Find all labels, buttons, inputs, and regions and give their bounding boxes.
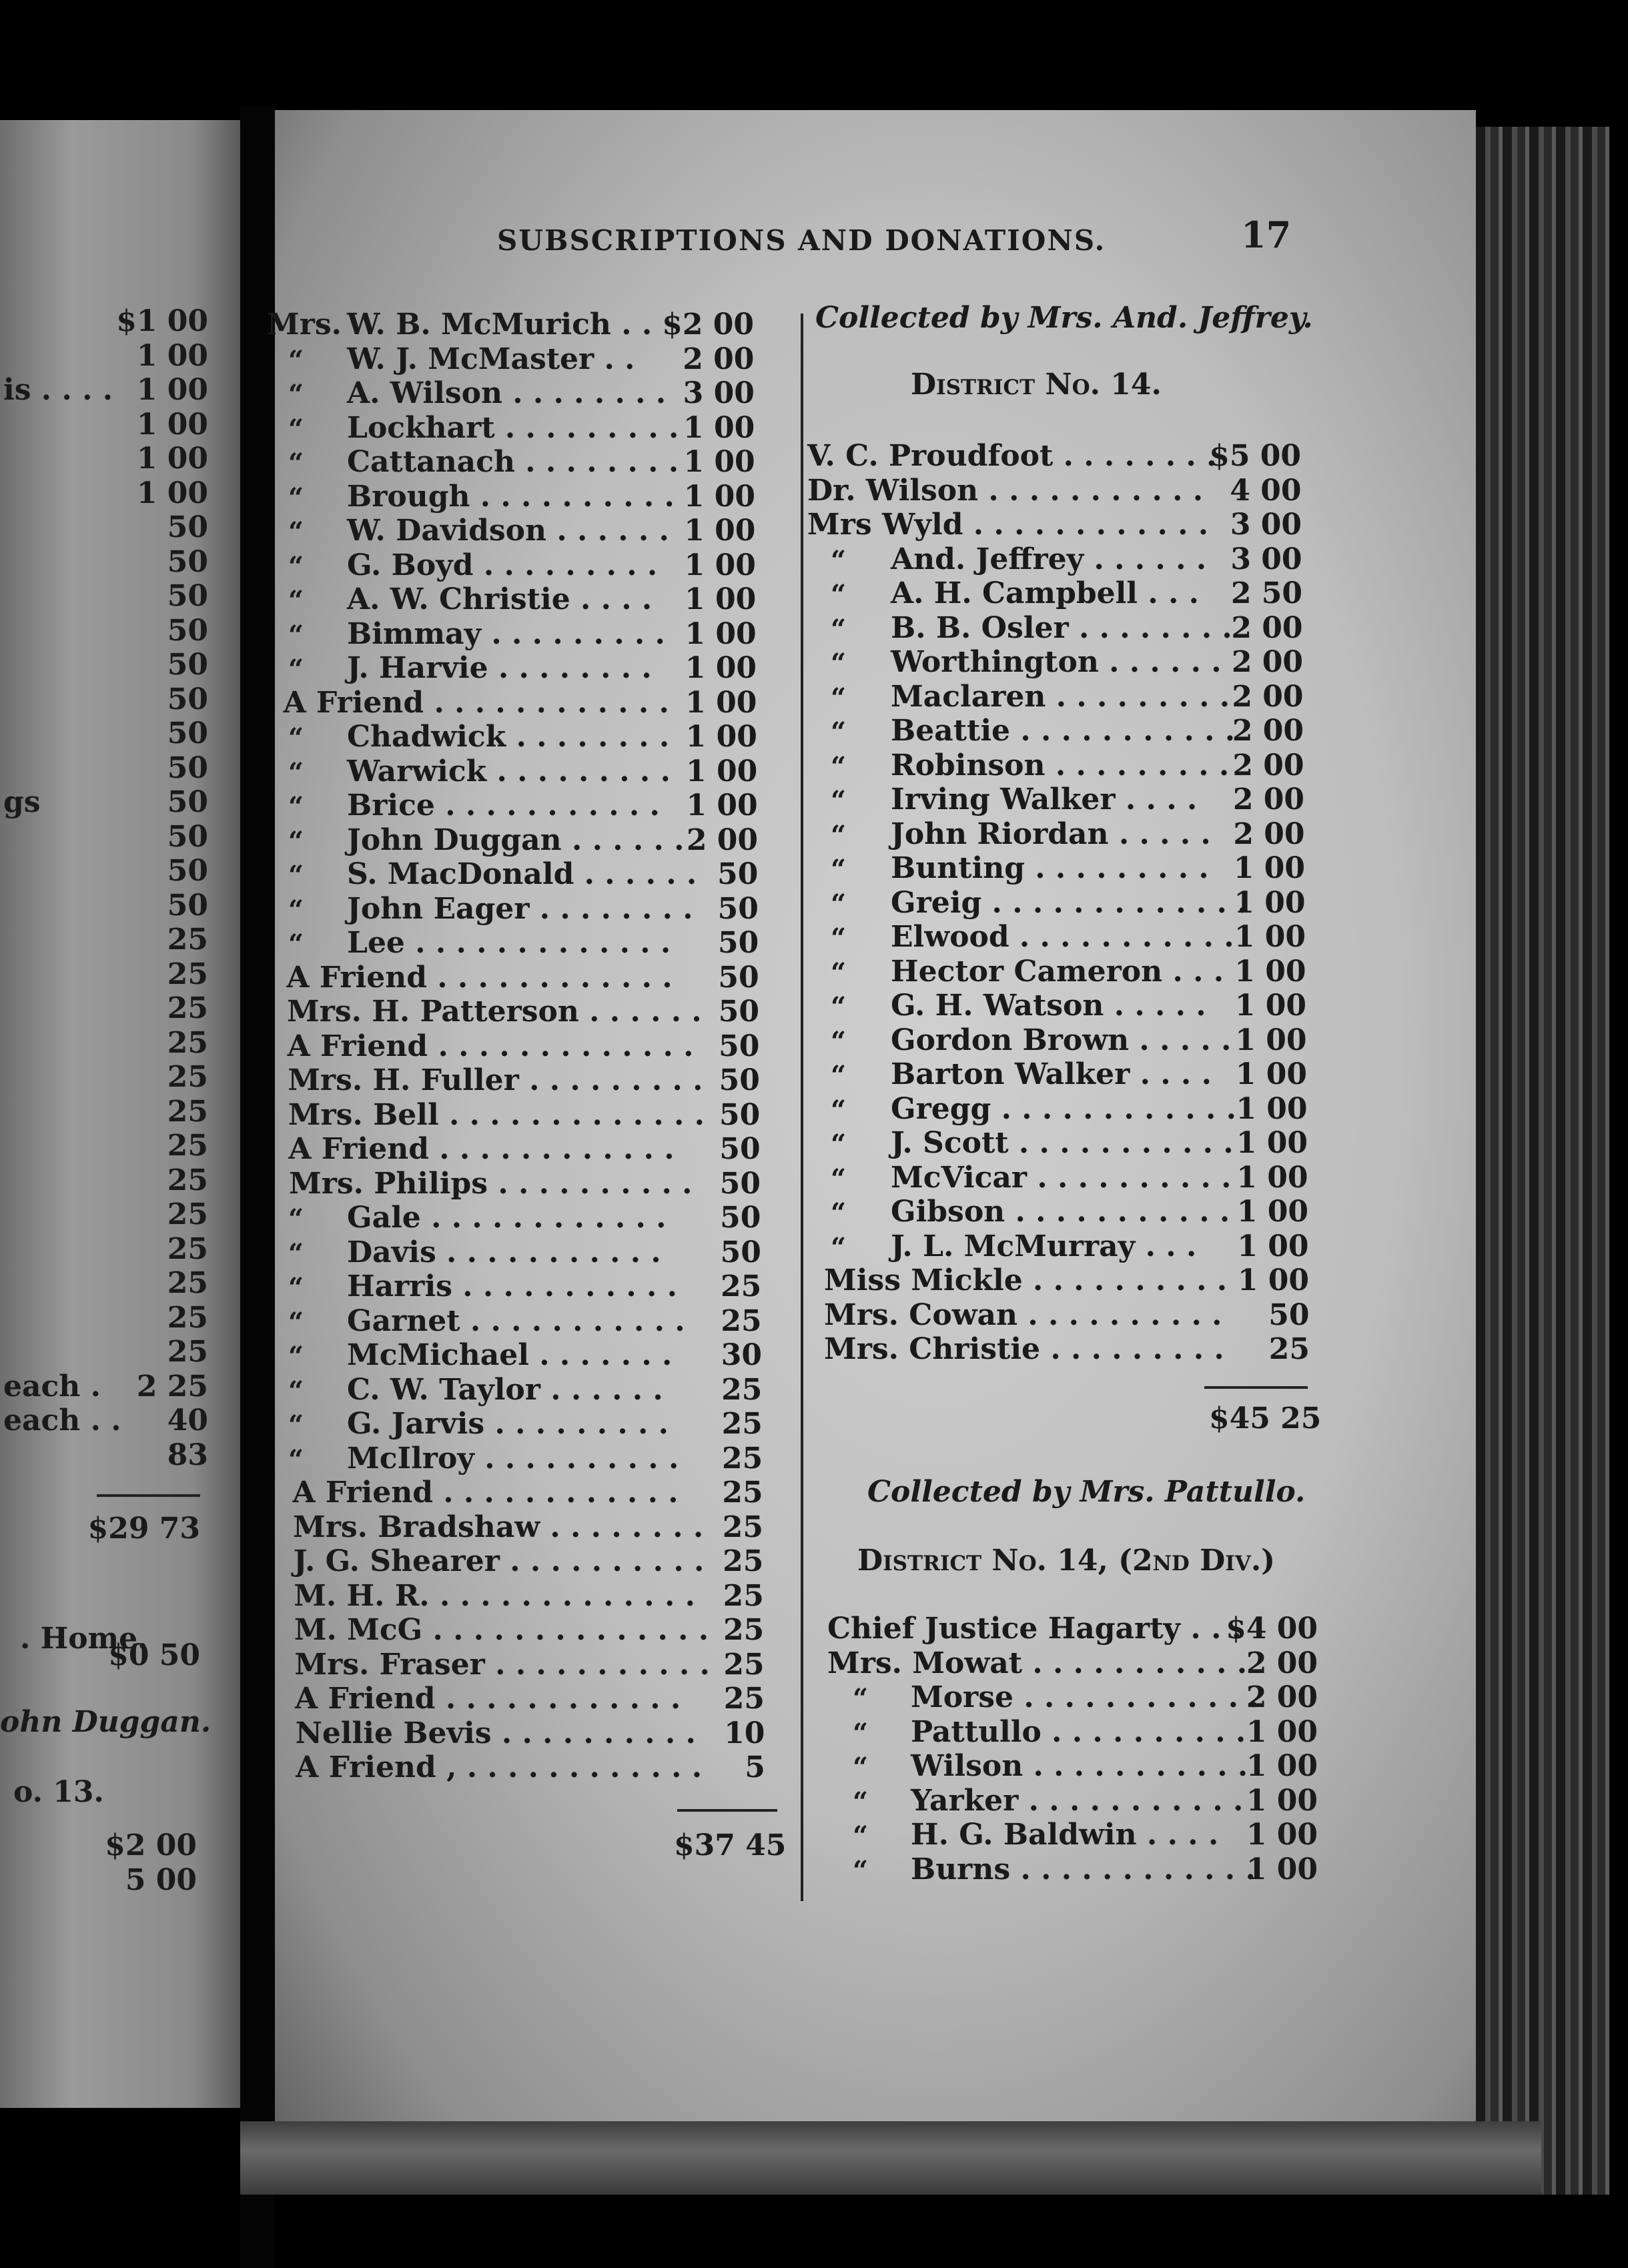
donation-amount: 1 00 (1246, 1714, 1318, 1749)
donation-amount: 2 00 (1232, 714, 1304, 748)
ditto-mark: “ (288, 379, 304, 410)
donor-name: Irving Walker . . . . (891, 782, 1198, 816)
donation-amount: 1 00 (684, 514, 756, 548)
donation-amount: 50 (719, 1097, 761, 1132)
ditto-mark: “ (288, 1237, 304, 1269)
donor-name: W. B. McMurich . . (347, 308, 653, 342)
book-cover-edge (240, 2121, 1541, 2195)
donation-amount: 2 00 (1232, 782, 1304, 816)
donor-name: Beattie . . . . . . . . . . . (891, 714, 1236, 748)
donation-amount: 2 00 (1233, 816, 1305, 851)
left-amount: 25 (167, 1231, 208, 1266)
page-edges (1476, 127, 1609, 2195)
donor-name: A Friend . . . . . . . . . . . . (288, 1132, 675, 1166)
donor-name: J. G. Shearer . . . . . . . . . . (293, 1544, 705, 1578)
left-amount: 1 00 (136, 338, 208, 373)
donor-name: W. J. McMaster . . (347, 342, 635, 376)
section1-total: $45 25 (1209, 1401, 1322, 1436)
donation-amount: 3 00 (683, 376, 755, 410)
donor-name: Morse . . . . . . . . . . . . (911, 1680, 1259, 1714)
donation-amount: 50 (720, 1201, 761, 1235)
ditto-mark: “ (288, 756, 304, 788)
donor-name: John Eager . . . . . . . . (347, 891, 693, 926)
left-amount: 50 (167, 544, 208, 579)
ditto-mark: “ (288, 654, 304, 685)
left-home-amount: $0 50 (108, 1638, 200, 1672)
left-amount: 25 (167, 1094, 208, 1129)
donation-amount: 1 00 (1246, 1852, 1318, 1886)
left-amount: 25 (167, 1163, 208, 1197)
donation-amount: 2 00 (1246, 1680, 1318, 1714)
donation-amount: 2 00 (1231, 610, 1303, 645)
donor-name: Harris . . . . . . . . . . . (347, 1269, 677, 1303)
book-gutter (240, 107, 275, 2268)
donation-amount: 1 00 (1246, 1749, 1318, 1783)
donation-amount: 25 (723, 1544, 764, 1578)
left-amount: 50 (167, 854, 208, 888)
donation-amount: 1 00 (686, 754, 758, 788)
donation-amount: 2 00 (683, 342, 755, 376)
donation-amount: 50 (719, 1029, 760, 1063)
donation-amount: 25 (1268, 1332, 1310, 1366)
donation-amount: 1 00 (1246, 1783, 1318, 1818)
donation-amount: 25 (723, 1578, 764, 1613)
ditto-mark: “ (288, 894, 304, 926)
donation-amount: 1 00 (685, 582, 757, 616)
donation-amount: 1 00 (683, 445, 755, 479)
donation-amount: 25 (721, 1407, 763, 1441)
left-amount: 83 (167, 1438, 208, 1472)
donor-name: Mrs Wyld . . . . . . . . . . . . (807, 508, 1209, 542)
donor-name: Mrs. Fraser . . . . . . . . . . . (294, 1647, 710, 1682)
donor-name: A Friend . . . . . . . . . . . . . (287, 1029, 694, 1063)
donation-amount: 25 (723, 1613, 765, 1647)
left-amount: 25 (167, 1060, 208, 1094)
donation-amount: 1 00 (686, 788, 758, 822)
left-home-heading: . Home. (20, 1622, 148, 1656)
donation-amount: 1 00 (1236, 1195, 1308, 1229)
left-amount: 25 (167, 923, 208, 957)
ditto-mark: “ (831, 1129, 847, 1160)
donor-name: Maclaren . . . . . . . . . (891, 679, 1230, 714)
ditto-mark: “ (831, 682, 847, 714)
ditto-mark: “ (831, 1094, 847, 1126)
ditto-mark: “ (831, 1163, 847, 1195)
donor-name: A. Wilson . . . . . . . . (347, 376, 667, 410)
donation-amount: 1 00 (1234, 885, 1306, 920)
ditto-mark: “ (288, 344, 304, 376)
ditto-mark: “ (831, 613, 847, 645)
donation-amount: 5 (745, 1750, 765, 1784)
donation-amount: 1 00 (1246, 1818, 1318, 1852)
donation-amount: 1 00 (685, 685, 757, 720)
donor-name: Lee . . . . . . . . . . . . . (347, 926, 671, 960)
ditto-mark: “ (288, 1341, 304, 1372)
donor-name: Mrs. Cowan . . . . . . . . . . (824, 1297, 1222, 1332)
donation-amount: 1 00 (1236, 1126, 1308, 1160)
donor-name: M. McG . . . . . . . . . . . . . . (294, 1613, 709, 1647)
running-head: SUBSCRIPTIONS AND DONATIONS. (497, 224, 1106, 257)
donation-amount: 1 00 (683, 479, 755, 514)
donor-name: Mrs. Bradshaw . . . . . . . . (293, 1510, 704, 1544)
ditto-mark: “ (831, 1060, 847, 1091)
donation-amount: 1 00 (1234, 954, 1306, 989)
donor-name: Garnet . . . . . . . . . . . (347, 1303, 685, 1338)
donor-name: Chadwick . . . . . . . . (347, 720, 670, 754)
donation-amount: 1 00 (1236, 1091, 1308, 1126)
donor-name: Mrs. Philips . . . . . . . . . . (289, 1166, 693, 1201)
donor-name: McMichael . . . . . . . (347, 1338, 673, 1372)
section1-collector: Collected by Mrs. And. Jeffrey. (815, 301, 1313, 335)
donor-name: Bunting . . . . . . . . . (891, 851, 1209, 885)
column-divider (801, 314, 803, 1901)
left-text-fragment: is . . . . (3, 373, 113, 407)
ditto-mark: “ (288, 722, 304, 754)
ditto-mark: “ (288, 1306, 304, 1338)
donation-amount: 50 (718, 995, 759, 1029)
ditto-mark: “ (853, 1683, 869, 1714)
donation-amount: 1 00 (1234, 920, 1306, 954)
left-amount: 25 (167, 1197, 208, 1231)
donor-name: M. H. R. . . . . . . . . . . . . . (294, 1578, 695, 1613)
donation-amount: 25 (723, 1682, 765, 1716)
donation-amount: 4 00 (1230, 473, 1302, 508)
donation-amount: 1 00 (685, 720, 757, 754)
donor-name: Hector Cameron . . . (891, 954, 1224, 989)
left-amount: 1 00 (136, 407, 208, 442)
left-amount: 25 (167, 1300, 208, 1335)
left-amount: 1 00 (136, 442, 208, 476)
donor-name: A Friend . . . . . . . . . . . . (286, 960, 673, 995)
donor-name: Mrs. H. Patterson . . . . . . (287, 995, 702, 1029)
donation-amount: 1 00 (1233, 851, 1305, 885)
donation-amount: 50 (719, 1166, 761, 1201)
donor-name: G. Jarvis . . . . . . . . . (347, 1407, 669, 1441)
section1-district: District No. 14. (911, 368, 1162, 402)
page-number: 17 (1241, 213, 1292, 256)
donation-amount: 1 00 (1236, 1160, 1308, 1195)
donor-name: Lockhart . . . . . . . . . (347, 410, 679, 445)
donation-amount: 2 50 (1230, 576, 1302, 610)
left-amount: 50 (167, 613, 208, 648)
donor-name: G. Boyd . . . . . . . . . (347, 548, 658, 582)
donor-name: Chief Justice Hagarty . . . (827, 1612, 1242, 1646)
donor-name: S. MacDonald . . . . . . (347, 857, 697, 891)
donation-amount: 25 (720, 1269, 762, 1303)
donation-amount: $4 00 (1226, 1612, 1318, 1646)
donor-name: McVicar . . . . . . . . . . (891, 1160, 1232, 1195)
donation-amount: 3 00 (1230, 508, 1302, 542)
donation-amount: 10 (724, 1716, 765, 1750)
donor-name: Gale . . . . . . . . . . . . (347, 1201, 667, 1235)
donor-name: Elwood . . . . . . . . . . . (891, 920, 1234, 954)
donor-name: John Riordan . . . . . (891, 816, 1211, 851)
left-total-rule (97, 1494, 200, 1497)
left-amount: 25 (167, 1129, 208, 1163)
section1-total-rule (1204, 1386, 1308, 1389)
ditto-mark: “ (831, 648, 847, 679)
ditto-mark: “ (831, 785, 847, 816)
donor-name: John Duggan . . . . . . (347, 822, 685, 857)
donor-name: J. L. McMurray . . . (891, 1229, 1197, 1263)
ditto-mark: “ (288, 482, 304, 514)
donation-amount: 1 00 (1235, 1057, 1307, 1091)
donor-name: Mrs. H. Fuller . . . . . . . . . (288, 1063, 703, 1097)
left-amount: 50 (167, 682, 208, 716)
donation-amount: 25 (722, 1510, 763, 1544)
donation-amount: 1 00 (1234, 989, 1306, 1023)
donor-name: Nellie Bevis . . . . . . . . . . (295, 1716, 696, 1750)
donation-amount: 3 00 (1230, 542, 1302, 576)
donation-amount: 1 00 (685, 651, 757, 685)
ditto-mark: “ (288, 619, 304, 651)
left-last-amount: 5 00 (125, 1863, 197, 1897)
donation-amount: 25 (721, 1372, 763, 1407)
donor-name: Dr. Wilson . . . . . . . . . . . (807, 473, 1204, 508)
ditto-mark: “ (831, 854, 847, 885)
ditto-mark: “ (831, 888, 847, 920)
donor-name: Burns . . . . . . . . . . . . (911, 1852, 1256, 1886)
donor-name: Cattanach . . . . . . . . (347, 445, 679, 479)
left-amount: 40 (167, 1403, 208, 1438)
donor-name: Mrs. Mowat . . . . . . . . . . . (827, 1646, 1248, 1680)
donor-name: A. W. Christie . . . . (347, 582, 653, 616)
donation-amount: 50 (718, 960, 759, 995)
ditto-mark: “ (853, 1820, 869, 1852)
ditto-mark: “ (288, 1409, 304, 1441)
ditto-mark: “ (288, 448, 304, 479)
donation-amount: 30 (721, 1338, 762, 1372)
left-amount: 50 (167, 888, 208, 923)
donor-name: Miss Mickle . . . . . . . . . . (824, 1263, 1228, 1297)
ditto-mark: “ (853, 1717, 869, 1749)
donor-name: Brough . . . . . . . . . . (347, 479, 675, 514)
donation-amount: 50 (717, 857, 759, 891)
ditto-mark: “ (831, 1025, 847, 1057)
ditto-mark: “ (288, 929, 304, 960)
ditto-mark: “ (288, 860, 304, 891)
donor-name: Gregg . . . . . . . . . . . . (891, 1091, 1236, 1126)
donor-name: A. H. Campbell . . . (891, 576, 1199, 610)
left-amount: 50 (167, 819, 208, 854)
left-last-amount: $2 00 (105, 1828, 197, 1862)
left-amount: 1 00 (136, 476, 208, 510)
donor-name: Mrs. Christie . . . . . . . . . (824, 1332, 1224, 1366)
donor-name: B. B. Osler . . . . . . . . (891, 610, 1232, 645)
ditto-mark: “ (831, 991, 847, 1023)
donation-amount: 1 00 (1235, 1023, 1307, 1057)
ditto-mark: “ (288, 1272, 304, 1303)
donor-name: A Friend . . . . . . . . . . . . (295, 1682, 681, 1716)
donor-name: Gordon Brown . . . . . (891, 1023, 1232, 1057)
left-amount: 25 (167, 1335, 208, 1369)
donation-amount: 50 (1268, 1297, 1310, 1332)
left-total: $29 73 (87, 1512, 200, 1546)
donor-name: Wilson . . . . . . . . . . . (911, 1749, 1248, 1783)
donor-name: J. Harvie . . . . . . . . (347, 651, 652, 685)
left-district-fragment: o. 13. (13, 1775, 104, 1809)
donor-name: Robinson . . . . . . . . . (891, 748, 1230, 782)
ditto-mark: “ (288, 1444, 304, 1476)
donation-amount: 2 00 (1231, 645, 1303, 679)
donation-amount: $2 00 (662, 308, 754, 342)
donor-name: Brice . . . . . . . . . . . (347, 788, 660, 822)
left-amount: $1 00 (116, 304, 208, 338)
left-duggan-heading: ohn Duggan. (0, 1705, 212, 1739)
left-amount: 25 (167, 1025, 208, 1060)
donor-name: J. Scott . . . . . . . . . . . (891, 1126, 1234, 1160)
ditto-mark: “ (831, 1231, 847, 1263)
ditto-mark: “ (288, 825, 304, 857)
donation-amount: 2 00 (1246, 1646, 1318, 1680)
left-amount: 50 (167, 750, 208, 785)
donation-amount: 25 (721, 1441, 763, 1476)
ditto-mark: “ (853, 1786, 869, 1818)
donor-name: Mrs. Bell . . . . . . . . . . . . . (288, 1097, 705, 1132)
donor-name: McIlroy . . . . . . . . . . (347, 1441, 679, 1476)
ditto-mark: “ (831, 1197, 847, 1229)
donation-amount: 50 (719, 1132, 761, 1166)
donor-name: C. W. Taylor . . . . . . (347, 1372, 663, 1407)
left-amount: 25 (167, 991, 208, 1025)
ditto-mark: “ (831, 957, 847, 989)
left-amount: 50 (167, 785, 208, 819)
left-amount: 50 (167, 716, 208, 750)
donor-name: V. C. Proudfoot . . . . . . . . (807, 439, 1217, 473)
donation-amount: 1 00 (685, 616, 757, 651)
donor-name: Yarker . . . . . . . . . . . (911, 1783, 1244, 1818)
left-amount: 2 25 (136, 1369, 208, 1403)
left-text-fragment: each . . (3, 1403, 121, 1438)
donation-amount: 25 (723, 1647, 765, 1682)
donation-amount: 50 (720, 1235, 761, 1269)
donor-name: Greig . . . . . . . . . . . . . (891, 885, 1248, 920)
left-amount: 25 (167, 957, 208, 991)
donor-name: W. Davidson . . . . . . (347, 514, 669, 548)
ditto-mark: “ (288, 550, 304, 582)
left-amount: 25 (167, 1266, 208, 1300)
left-text-fragment: each . (3, 1369, 101, 1403)
ditto-mark: “ (288, 1203, 304, 1235)
middle-total-rule (677, 1809, 777, 1812)
donation-amount: 50 (717, 891, 759, 926)
ditto-mark: “ (831, 819, 847, 851)
donor-prefix: Mrs. (267, 308, 342, 342)
ditto-mark: “ (288, 516, 304, 548)
ditto-mark: “ (831, 750, 847, 782)
donor-name: Davis . . . . . . . . . . . (347, 1235, 661, 1269)
middle-total: $37 45 (674, 1828, 787, 1862)
ditto-mark: “ (831, 579, 847, 610)
ditto-mark: “ (288, 1375, 304, 1407)
left-amount: 50 (167, 510, 208, 544)
ditto-mark: “ (831, 544, 847, 576)
donation-amount: $5 00 (1209, 439, 1301, 473)
donor-name: Pattullo . . . . . . . . . . (911, 1714, 1246, 1749)
donor-name: Gibson . . . . . . . . . . . (891, 1195, 1230, 1229)
ditto-mark: “ (831, 923, 847, 954)
donor-name: A Friend , . . . . . . . . . . . . (296, 1750, 703, 1784)
donor-name: A Friend . . . . . . . . . . . . (283, 685, 669, 720)
donation-amount: 2 00 (686, 822, 758, 857)
left-amount: 50 (167, 648, 208, 682)
ditto-mark: “ (288, 791, 304, 822)
donor-name: A Friend . . . . . . . . . . . . (292, 1476, 679, 1510)
donation-amount: 1 00 (1237, 1229, 1309, 1263)
donation-amount: 2 00 (1232, 748, 1304, 782)
donation-amount: 50 (719, 1063, 760, 1097)
donation-amount: 1 00 (683, 410, 755, 445)
section2-collector: Collected by Mrs. Pattullo. (867, 1475, 1306, 1509)
left-amount: 50 (167, 579, 208, 613)
donor-name: Barton Walker . . . . (891, 1057, 1212, 1091)
donor-name: And. Jeffrey . . . . . . (891, 542, 1207, 576)
donation-amount: 50 (717, 926, 759, 960)
left-text-fragment: gs (3, 785, 41, 819)
ditto-mark: “ (853, 1752, 869, 1783)
donation-amount: 25 (721, 1303, 762, 1338)
donor-name: G. H. Watson . . . . . (891, 989, 1206, 1023)
donor-name: Bimmay . . . . . . . . . (347, 616, 665, 651)
donation-amount: 25 (722, 1476, 763, 1510)
donation-amount: 1 00 (1237, 1263, 1309, 1297)
section2-district: District No. 14, (2nd Div.) (857, 1544, 1275, 1578)
left-amount: 1 00 (136, 373, 208, 407)
ditto-mark: “ (853, 1854, 869, 1886)
ditto-mark: “ (831, 716, 847, 748)
donation-amount: 1 00 (684, 548, 756, 582)
ditto-mark: “ (288, 585, 304, 616)
donor-name: Worthington . . . . . . (891, 645, 1222, 679)
donor-name: Warwick . . . . . . . . . (347, 754, 671, 788)
donor-name: H. G. Baldwin . . . . (911, 1818, 1219, 1852)
ditto-mark: “ (288, 413, 304, 445)
donation-amount: 2 00 (1232, 679, 1304, 714)
